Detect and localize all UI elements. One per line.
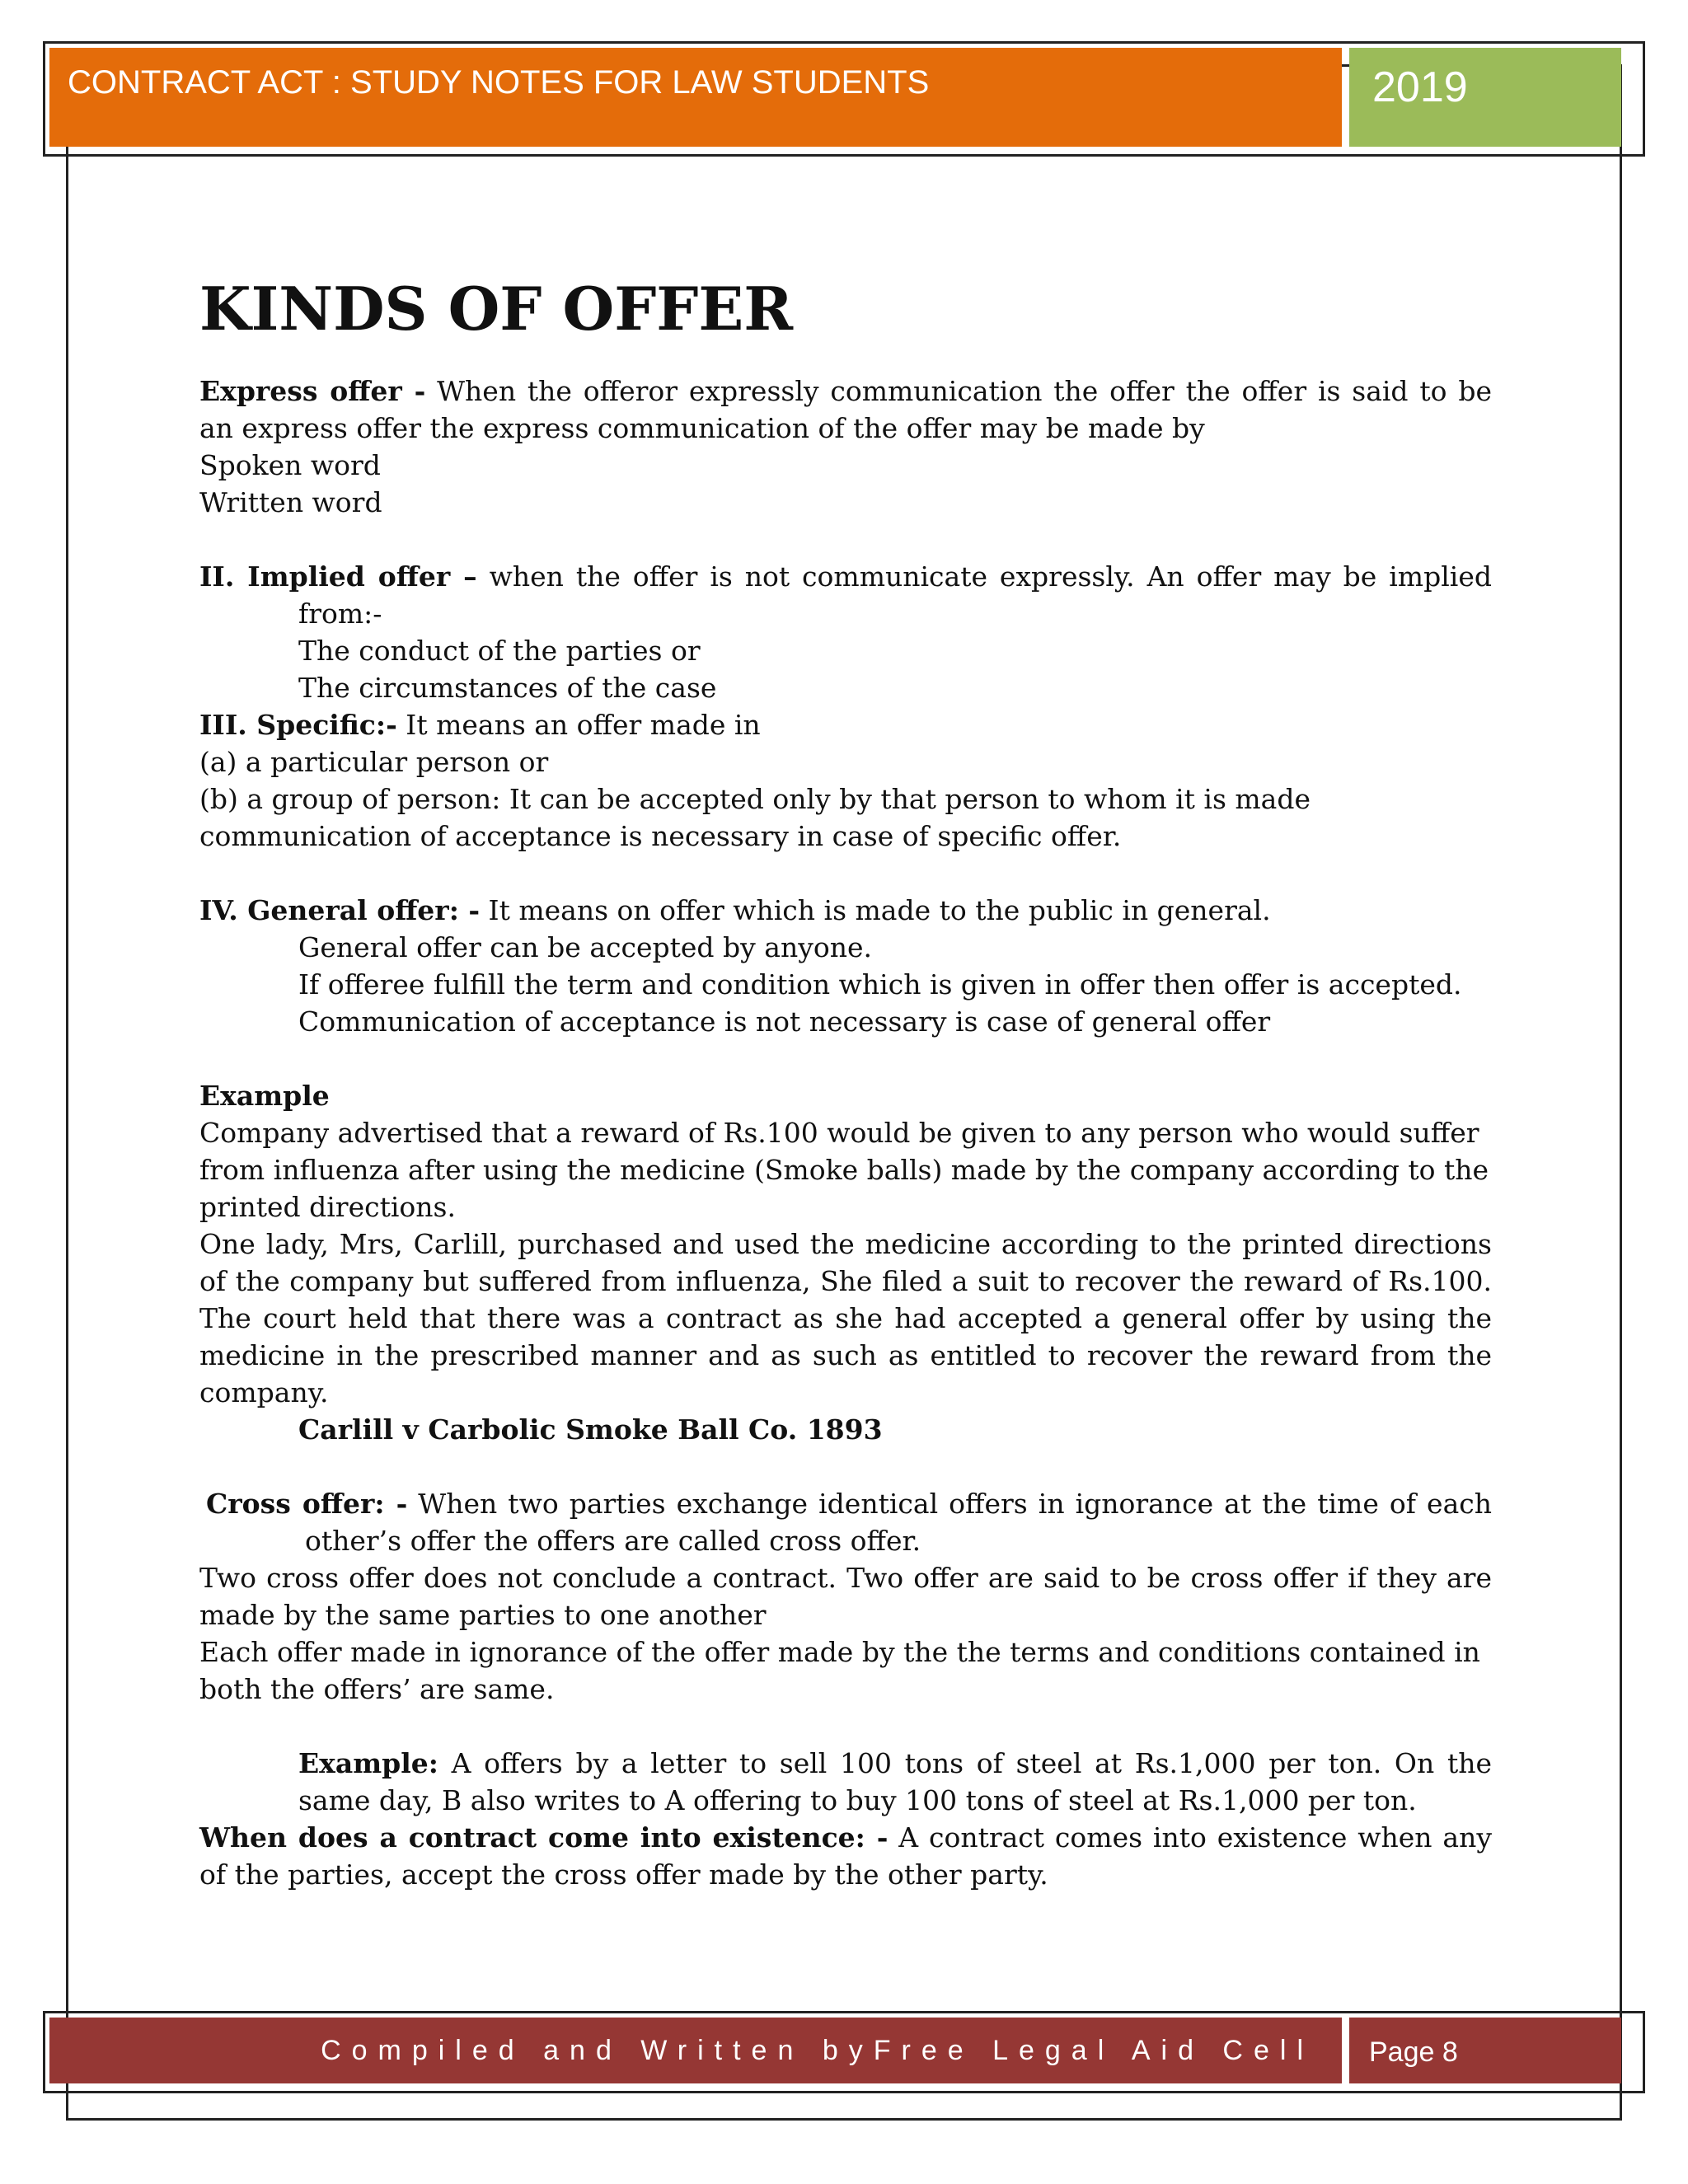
general-item-3: Communication of acceptance is not necessary is case of general offer <box>298 1005 1271 1038</box>
specific-line-2: (b) a group of person: It can be accepted only by that person to whom it is made <box>199 783 1311 815</box>
case-citation-text: Carlill v Carbolic Smoke Ball Co. 1893 <box>298 1413 883 1446</box>
header-title-bar <box>49 48 1342 147</box>
cross-offer-text: When two parties exchange identical offers in ignorance at the time of each other’s offer the offers are called cross offer. <box>305 1488 1492 1557</box>
implied-offer-text: when the offer is not communicate expressly. An offer may be implied from:- <box>298 560 1492 630</box>
example2-heading: Example: <box>298 1747 438 1779</box>
implied-offer-paragraph <box>199 558 1492 632</box>
general-offer-text: It means on offer which is made to the public in general. <box>480 894 1271 926</box>
cross-offer-heading: Cross offer: - <box>206 1488 408 1520</box>
cross-offer-paragraph-3: Each offer made in ignorance of the offer made by the the terms and conditions contained in both the offers’ are same. <box>199 1636 1480 1705</box>
existence-heading: When does a contract come into existence: - <box>199 1821 889 1854</box>
implied-offer-heading: II. Implied offer – <box>199 560 477 593</box>
example2-paragraph <box>199 1745 1492 1819</box>
specific-offer-paragraph <box>199 706 1492 743</box>
express-offer-heading: Express offer - <box>199 375 426 407</box>
document-title: KINDS OF OFFER <box>199 274 794 344</box>
example-paragraph-2: One lady, Mrs, Carlill, purchased and used the medicine according to the printed directions of the company but suffered from influenza, She filed a suit to recover the reward of Rs.100. The court held that there was a contract as she had accepted a general offer by using the medicine in the prescribed manner and as such as entitled to recover the reward from the company. <box>199 1228 1492 1408</box>
express-offer-text: When the offeror expressly communication the offer the offer is said to be an express offer the express communication of the offer may be made by <box>199 375 1493 444</box>
existence-paragraph <box>199 1819 1492 1893</box>
header-year: 2019 <box>1372 63 1468 111</box>
implied-item-2: The circumstances of the case <box>298 672 717 704</box>
header-year-box <box>1349 48 1621 147</box>
example-heading-text: Example <box>199 1080 330 1112</box>
example-heading <box>199 1077 1492 1114</box>
general-item-2: If offeree fulfill the term and condition which is given in offer then offer is accepted. <box>298 968 1462 1001</box>
general-offer-heading: IV. General offer: - <box>199 894 481 926</box>
cross-offer-paragraph <box>199 1485 1492 1559</box>
case-citation <box>199 1411 1492 1448</box>
specific-offer-heading: III. Specific:- <box>199 709 397 741</box>
cross-offer-paragraph-2: Two cross offer does not conclude a contract. Two offer are said to be cross offer if they are made by the same parties to one another <box>199 1562 1492 1631</box>
example2-text: A offers by a letter to sell 100 tons of steel at Rs.1,000 per ton. On the same day, B also writes to A offering to buy 100 tons of steel at Rs.1,000 per ton. <box>298 1747 1492 1816</box>
express-offer-paragraph <box>199 373 1492 447</box>
general-offer-paragraph <box>199 892 1492 929</box>
specific-line-1: (a) a particular person or <box>199 746 549 778</box>
specific-line-3: communication of acceptance is necessary in case of specific offer. <box>199 820 1122 852</box>
document-body <box>199 272 1492 1893</box>
express-item-1: Spoken word <box>199 449 381 481</box>
express-item-2: Written word <box>199 486 382 518</box>
existence-text: A contract comes into existence when any of the parties, accept the cross offer made by the other party. <box>199 1821 1492 1891</box>
footer-credit: Compiled and Written byFree Legal Aid Cell <box>49 2018 1342 2083</box>
footer-page-number: Page 8 <box>1349 2018 1621 2083</box>
implied-item-1: The conduct of the parties or <box>298 635 701 667</box>
header-title: CONTRACT ACT : STUDY NOTES FOR LAW STUDENTS <box>68 64 930 101</box>
example-paragraph-1: Company advertised that a reward of Rs.100 would be given to any person who would suffer from influenza after using the medicine (Smoke balls) made by the company according to the printed directions. <box>199 1117 1489 1223</box>
specific-offer-text: It means an offer made in <box>396 709 761 741</box>
general-item-1: General offer can be accepted by anyone. <box>298 931 872 963</box>
